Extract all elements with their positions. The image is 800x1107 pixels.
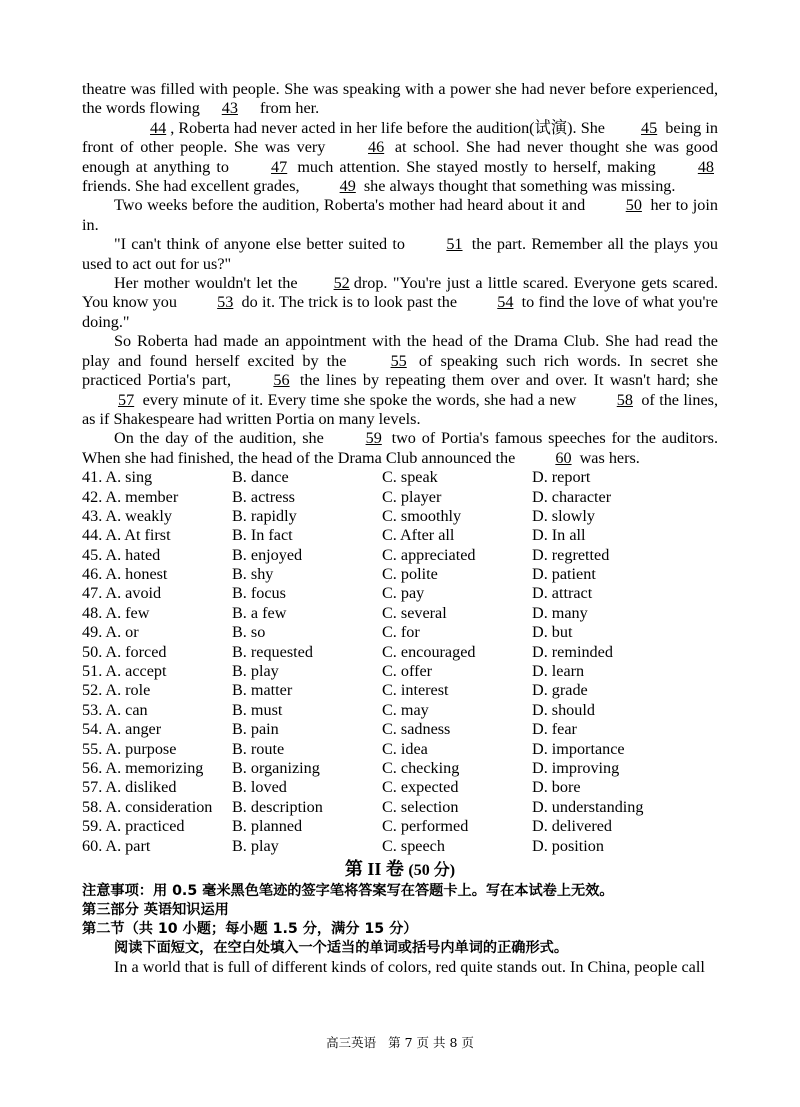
passage-text: drop. "You're just a little scared. Everyone gets scared. You know you (82, 274, 718, 312)
answer-blank-58: 58 (616, 390, 633, 409)
cloze-passage (82, 80, 718, 468)
option-a: 47. A. avoid (82, 584, 162, 603)
option-row (82, 778, 718, 797)
option-a: 42. A. member (82, 487, 179, 506)
answer-blank-54: 54 (497, 293, 514, 312)
option-d: D. regretted (532, 545, 610, 564)
option-row (82, 681, 718, 700)
passage-text: On the day of the audition, she (114, 429, 330, 448)
footer-page: 第 7 页 共 8 页 (388, 1035, 474, 1050)
option-b: B. enjoyed (232, 545, 303, 564)
option-row (82, 604, 718, 623)
section-title: 第 II 卷 (344, 858, 404, 879)
passage-text: , Roberta had never acted in her life before the audition(试演). She (170, 118, 605, 137)
option-row (82, 837, 718, 856)
option-c: C. encouraged (382, 642, 476, 661)
option-a: 50. A. forced (82, 642, 167, 661)
option-d: D. In all (532, 526, 586, 545)
option-d: D. understanding (532, 797, 644, 816)
option-d: D. attract (532, 584, 593, 603)
option-a: 44. A. At first (82, 526, 171, 545)
option-d: D. grade (532, 681, 588, 700)
option-a: 46. A. honest (82, 565, 168, 584)
passage-paragraph (82, 332, 718, 429)
option-c: C. appreciated (382, 545, 476, 564)
option-c: C. expected (382, 778, 459, 797)
option-row (82, 468, 718, 487)
passage-text: to find the love of what you're doing." (82, 293, 718, 331)
option-b: B. so (232, 623, 266, 642)
exam-page (82, 80, 718, 977)
passage-text: friends. She had excellent grades, (82, 177, 304, 196)
passage-text: two of Portia's famous speeches for the auditors. When she had finished, the head of the Drama Club announced the (82, 429, 718, 467)
option-b: B. play (232, 662, 279, 681)
option-row (82, 526, 718, 545)
option-b: B. route (232, 739, 285, 758)
answer-blank-55: 55 (390, 351, 407, 370)
grammar-passage-start: In a world that is full of different kinds of colors, red quite stands out. In China, people call (114, 957, 705, 976)
passage-text: Her mother wouldn't let the (114, 274, 298, 293)
option-c: C. speech (382, 836, 445, 855)
option-d: D. slowly (532, 506, 595, 525)
option-row (82, 662, 718, 681)
option-c: C. smoothly (382, 506, 462, 525)
option-d: D. but (532, 623, 573, 642)
option-b: B. loved (232, 778, 287, 797)
option-row (82, 740, 718, 759)
option-c: C. idea (382, 739, 428, 758)
answer-blank-43: 43 (221, 99, 238, 118)
option-a: 51. A. accept (82, 662, 167, 681)
option-b: B. requested (232, 642, 313, 661)
option-row (82, 546, 718, 565)
option-a: 56. A. memorizing (82, 758, 204, 777)
option-b: B. dance (232, 468, 289, 487)
option-b: B. play (232, 836, 279, 855)
option-d: D. report (532, 468, 591, 487)
option-row (82, 817, 718, 836)
answer-blank-48: 48 (697, 157, 715, 176)
option-b: B. a few (232, 603, 287, 622)
option-a: 41. A. sing (82, 468, 153, 487)
part3-heading: 第三部分 英语知识运用 (82, 901, 229, 918)
option-d: D. patient (532, 565, 596, 584)
passage-paragraph (82, 429, 718, 468)
option-c: C. pay (382, 584, 425, 603)
option-d: D. bore (532, 778, 581, 797)
option-c: C. checking (382, 758, 460, 777)
option-row (82, 701, 718, 720)
passage-text: "I can't think of anyone else better suited to (114, 235, 411, 254)
option-a: 45. A. hated (82, 545, 161, 564)
passage-text: being in front of other people. She was very (82, 118, 718, 157)
section-score: (50 分) (408, 861, 456, 879)
passage-text: was hers. (575, 448, 640, 467)
passage-text: at school. She had never thought she was good enough at anything to (82, 138, 718, 176)
passage-text: she always thought that something was missing. (359, 177, 676, 196)
option-a: 53. A. can (82, 700, 148, 719)
answer-blank-46: 46 (368, 138, 385, 157)
option-d: D. improving (532, 758, 620, 777)
answer-blank-60: 60 (555, 448, 572, 467)
footer-subject: 高三英语 (326, 1035, 377, 1050)
passage-paragraph (82, 80, 718, 119)
option-b: B. description (232, 797, 323, 816)
passage-paragraph (82, 196, 718, 235)
option-c: C. may (382, 700, 429, 719)
section2-heading: 第二节（共 10 小题；每小题 1.5 分，满分 15 分） (82, 920, 418, 937)
option-a: 48. A. few (82, 603, 150, 622)
option-b: B. rapidly (232, 506, 297, 525)
option-b: B. organizing (232, 758, 320, 777)
option-row (82, 798, 718, 817)
option-row (82, 488, 718, 507)
answer-blank-51: 51 (446, 235, 463, 254)
passage-text: So Roberta had made an appointment with the head of the Drama Club. She had read the play and found herself excited by the (82, 332, 718, 370)
passage-paragraph (82, 119, 718, 197)
option-c: C. sadness (382, 720, 451, 739)
option-a: 60. A. part (82, 836, 151, 855)
option-b: B. focus (232, 584, 286, 603)
option-c: C. polite (382, 565, 438, 584)
option-b: B. matter (232, 681, 293, 700)
option-c: C. several (382, 603, 447, 622)
answer-blank-44: 44 (150, 118, 167, 137)
option-row (82, 623, 718, 642)
option-d: D. character (532, 487, 612, 506)
option-c: C. for (382, 623, 420, 642)
option-b: B. must (232, 700, 283, 719)
option-c: C. offer (382, 662, 433, 681)
option-d: D. fear (532, 720, 577, 739)
option-row (82, 643, 718, 662)
options-table (82, 468, 718, 856)
page-footer (0, 1033, 800, 1051)
option-d: D. reminded (532, 642, 613, 661)
passage-text: the part. Remember all the plays you used to act out for us?" (82, 235, 719, 273)
answer-blank-56: 56 (273, 371, 290, 390)
answer-blank-45: 45 (641, 118, 658, 137)
passage-text: the lines by repeating them over and over. It wasn't hard; she (293, 371, 718, 390)
option-b: B. shy (232, 565, 274, 584)
passage-text: do it. The trick is to look past the (237, 293, 462, 312)
passage-paragraph (82, 274, 718, 332)
option-a: 58. A. consideration (82, 797, 213, 816)
passage-text: Two weeks before the audition, Roberta's mother had heard about it and (114, 196, 590, 215)
passage-text: much attention. She stayed mostly to herself, making (291, 157, 662, 176)
option-d: D. delivered (532, 817, 613, 836)
option-a: 55. A. purpose (82, 739, 177, 758)
answer-blank-57: 57 (118, 390, 135, 409)
option-b: B. planned (232, 817, 303, 836)
option-b: B. In fact (232, 526, 293, 545)
option-b: B. actress (232, 487, 295, 506)
answer-blank-59: 59 (365, 429, 382, 448)
option-row (82, 507, 718, 526)
option-c: C. After all (382, 526, 455, 545)
option-row (82, 565, 718, 584)
option-d: D. many (532, 603, 588, 622)
option-row (82, 584, 718, 603)
option-a: 52. A. role (82, 681, 151, 700)
option-a: 59. A. practiced (82, 817, 185, 836)
answer-blank-52: 52 (333, 274, 350, 293)
option-b: B. pain (232, 720, 279, 739)
option-row (82, 759, 718, 778)
option-d: D. position (532, 836, 604, 855)
passage-paragraph (82, 235, 718, 274)
attention-note: 注意事项：用 0.5 毫米黑色笔迹的签字笔将答案写在答题卡上。写在本试卷上无效。 (82, 882, 614, 899)
option-d: D. learn (532, 662, 585, 681)
passage-text: of speaking such rich words. In secret she practiced Portia's part, (82, 351, 718, 390)
instruction-line: 阅读下面短文，在空白处填入一个适当的单词或括号内单词的正确形式。 (114, 939, 569, 956)
passage-text: every minute of it. Every time she spoke the words, she had a new (138, 390, 581, 409)
option-a: 57. A. disliked (82, 778, 177, 797)
option-c: C. speak (382, 468, 438, 487)
option-a: 43. A. weakly (82, 506, 172, 525)
option-c: C. performed (382, 817, 469, 836)
option-row (82, 720, 718, 739)
option-a: 49. A. or (82, 623, 139, 642)
option-c: C. selection (382, 797, 459, 816)
option-c: C. interest (382, 681, 449, 700)
option-d: D. should (532, 700, 595, 719)
answer-blank-47: 47 (271, 157, 288, 176)
answer-blank-53: 53 (217, 293, 234, 312)
option-c: C. player (382, 487, 442, 506)
passage-text: her to join in. (82, 196, 718, 234)
answer-blank-50: 50 (625, 196, 642, 215)
option-d: D. importance (532, 739, 625, 758)
passage-text: theatre was filled with people. She was speaking with a power she had never before experienced, the words flowing (82, 80, 718, 118)
passage-text: of the lines, as if Shakespeare had written Portia on many levels. (82, 390, 718, 428)
answer-blank-49: 49 (339, 177, 356, 196)
section-heading (82, 858, 718, 882)
option-a: 54. A. anger (82, 720, 162, 739)
passage-text: from her. (255, 99, 320, 118)
